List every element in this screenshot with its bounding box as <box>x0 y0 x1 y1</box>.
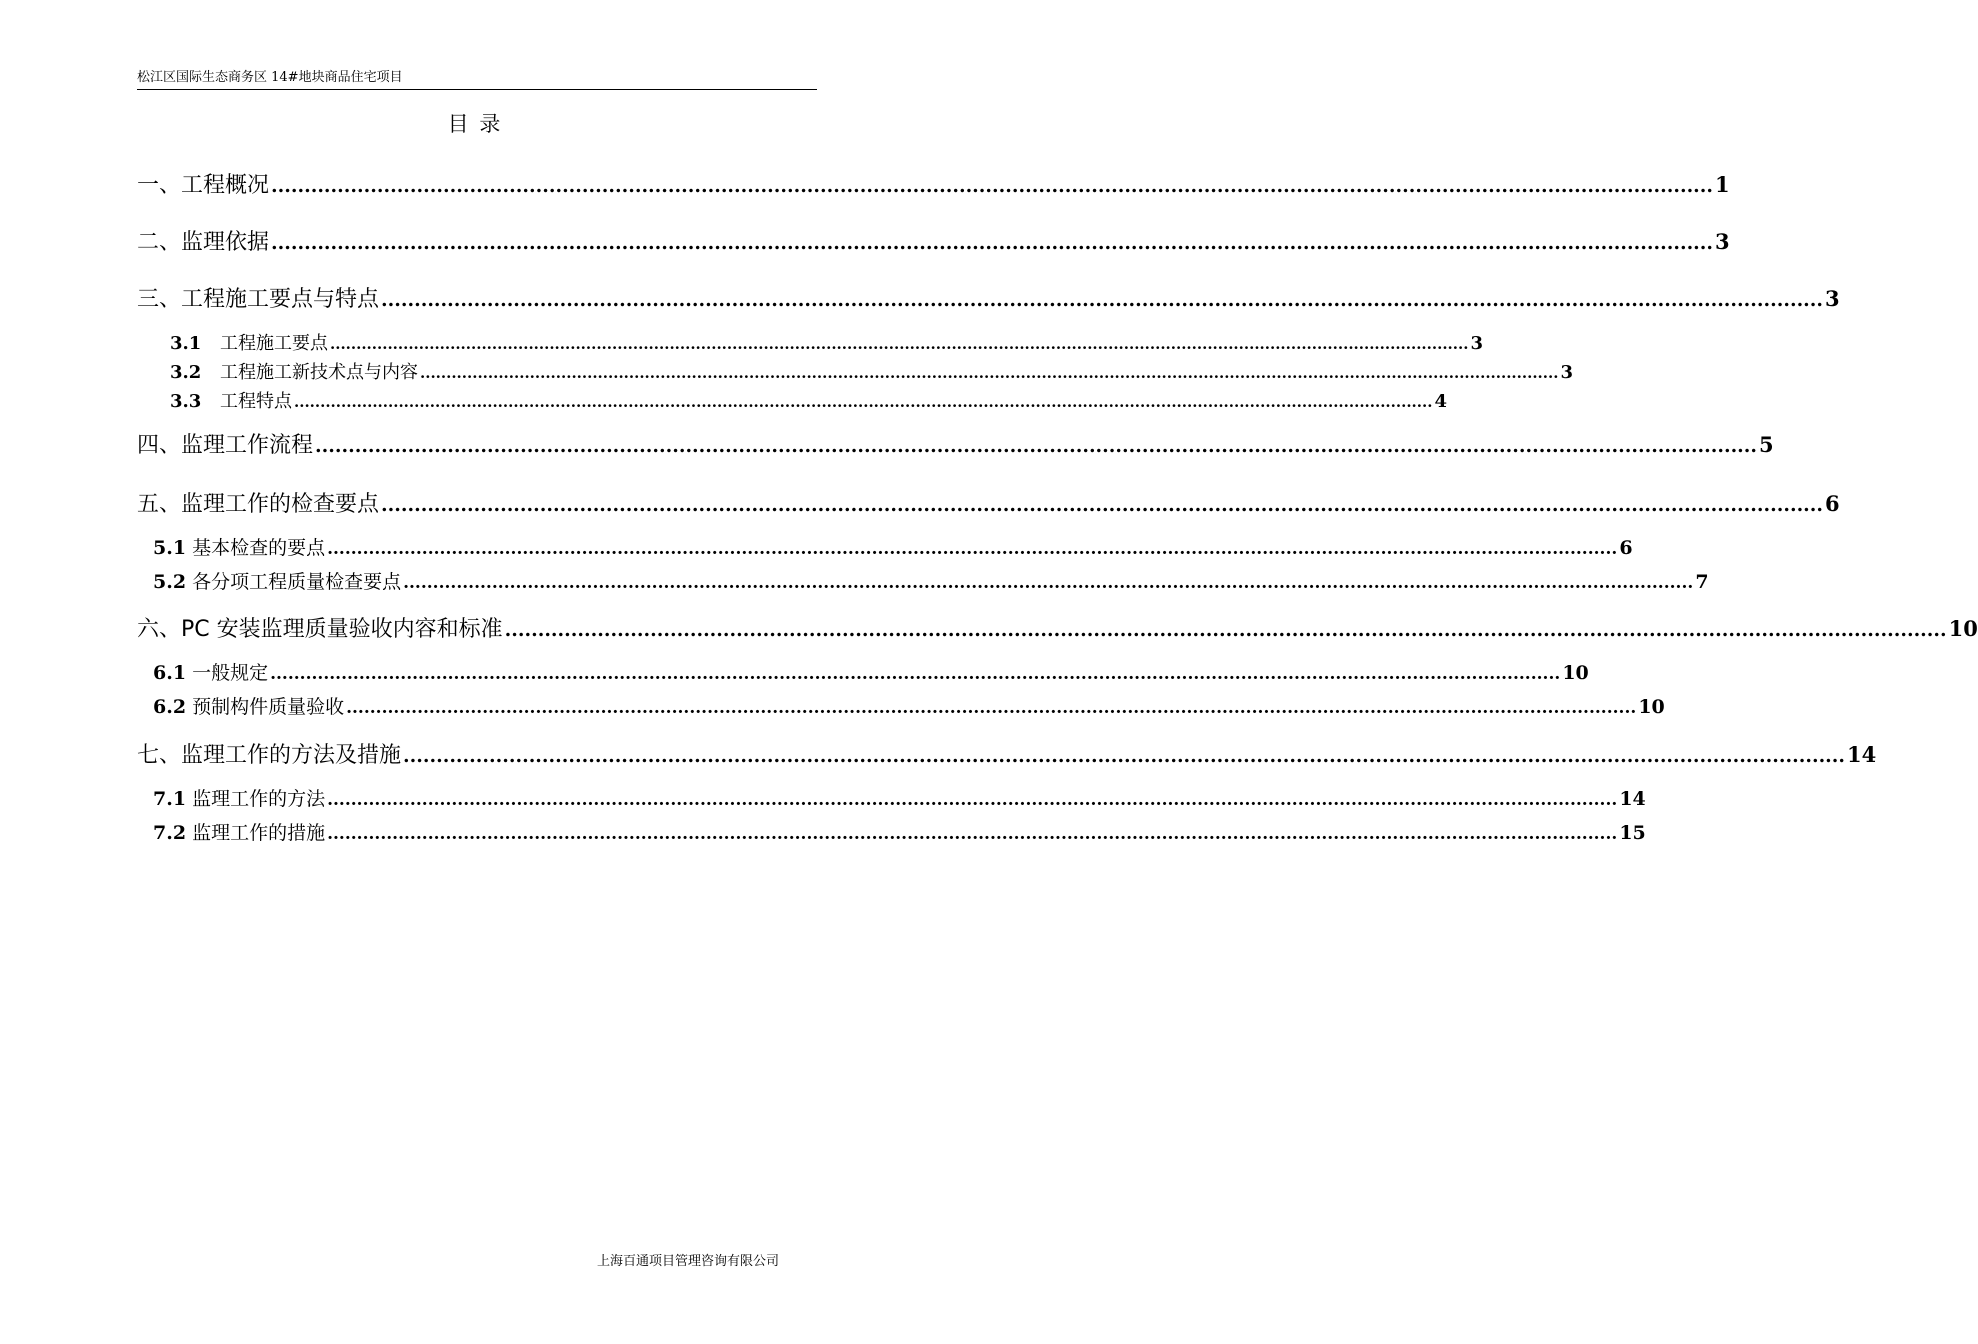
toc-subentry[interactable] <box>170 387 1447 413</box>
toc-section-number: 7.2 <box>153 822 187 844</box>
toc-page-number: 15 <box>1619 822 1646 844</box>
toc-page-number: 4 <box>1434 391 1447 412</box>
toc-leader-dots: .......................................................................................................................................................................................................................... <box>346 698 1637 718</box>
toc-entry[interactable] <box>137 428 1774 459</box>
toc-subentry[interactable] <box>170 358 1573 384</box>
toc-section-number: 3.1 <box>170 333 202 354</box>
toc-leader-dots: .......................................................................................................................................................................................................................... <box>315 435 1758 457</box>
toc-entry-text: 工程特点 <box>220 391 292 412</box>
toc-section-number: 7.1 <box>153 788 187 810</box>
page-header <box>137 68 817 90</box>
toc-entry-text: 一、工程概况 <box>137 173 270 198</box>
toc-leader-dots: .......................................................................................................................................................................................................................... <box>420 364 1559 382</box>
toc-entry-text: 四、监理工作流程 <box>137 433 314 458</box>
toc-entry-text: 七、监理工作的方法及措施 <box>137 743 402 768</box>
toc-page-number: 14 <box>1847 742 1877 767</box>
toc-page-number: 3 <box>1470 333 1483 354</box>
toc-page-number: 6 <box>1619 537 1633 559</box>
toc-leader-dots: .......................................................................................................................................................................................................................... <box>403 573 1694 593</box>
toc-leader-dots: .......................................................................................................................................................................................................................... <box>330 335 1469 353</box>
toc-section-number: 3.2 <box>170 362 202 383</box>
toc-title: 目 录 <box>447 112 503 136</box>
footer-company-name: 上海百通项目管理咨询有限公司 <box>597 1254 780 1269</box>
toc-page-number: 10 <box>1638 696 1665 718</box>
toc-page-number: 5 <box>1759 432 1774 457</box>
toc-entry-text: 一般规定 <box>192 662 269 684</box>
toc-entry[interactable] <box>137 225 1730 256</box>
toc-section-number: 5.1 <box>153 537 187 559</box>
toc-leader-dots: .......................................................................................................................................................................................................................... <box>271 175 1714 197</box>
toc-page-number: 7 <box>1695 571 1709 593</box>
toc-section-number: 6.1 <box>153 662 187 684</box>
toc-subentry[interactable] <box>153 692 1665 719</box>
toc-entry[interactable] <box>137 612 1978 643</box>
toc-leader-dots: .......................................................................................................................................................................................................................... <box>403 745 1846 767</box>
toc-entry[interactable] <box>137 282 1840 313</box>
toc-leader-dots: .......................................................................................................................................................................................................................... <box>270 664 1561 684</box>
toc-entry-text: 三、工程施工要点与特点 <box>137 287 380 312</box>
toc-entry[interactable] <box>137 168 1730 199</box>
toc-subentry[interactable] <box>153 567 1709 594</box>
toc-entry-text: 五、监理工作的检查要点 <box>137 492 380 517</box>
toc-entry-text: 基本检查的要点 <box>192 537 326 559</box>
header-project-name: 松江区国际生态商务区 14#地块商品住宅项目 <box>137 70 403 85</box>
toc-page-number: 1 <box>1715 172 1730 197</box>
page-footer <box>597 1250 779 1269</box>
toc-page-number: 3 <box>1560 362 1573 383</box>
toc-subentry[interactable] <box>153 818 1646 845</box>
toc-section-number: 3.3 <box>170 391 202 412</box>
toc-leader-dots: .......................................................................................................................................................................................................................... <box>504 619 1947 641</box>
toc-subentry[interactable] <box>153 658 1589 685</box>
toc-entry-text: 工程施工新技术点与内容 <box>220 362 418 383</box>
toc-entry-text: 监理工作的方法 <box>192 788 326 810</box>
toc-section-number: 6.2 <box>153 696 187 718</box>
toc-entry-text: 工程施工要点 <box>220 333 328 354</box>
toc-page-number: 6 <box>1825 491 1840 516</box>
toc-entry-text: 预制构件质量验收 <box>192 696 345 718</box>
toc-entry-text: 各分项工程质量检查要点 <box>192 571 402 593</box>
toc-subentry[interactable] <box>153 533 1633 560</box>
toc-entry[interactable] <box>137 738 1877 769</box>
toc-leader-dots: .......................................................................................................................................................................................................................... <box>381 494 1824 516</box>
toc-section-number: 5.2 <box>153 571 187 593</box>
toc-leader-dots: .......................................................................................................................................................................................................................... <box>327 790 1618 810</box>
toc-leader-dots: .......................................................................................................................................................................................................................... <box>271 232 1714 254</box>
toc-entry-text: 监理工作的措施 <box>192 822 326 844</box>
toc-page-number: 10 <box>1562 662 1589 684</box>
toc-subentry[interactable] <box>170 329 1483 355</box>
toc-page-number: 3 <box>1715 229 1730 254</box>
toc-leader-dots: .......................................................................................................................................................................................................................... <box>381 289 1824 311</box>
toc-page-number: 14 <box>1619 788 1646 810</box>
toc-leader-dots: .......................................................................................................................................................................................................................... <box>327 824 1618 844</box>
toc-page-number: 3 <box>1825 286 1840 311</box>
toc-entry-text: 六、PC 安装监理质量验收内容和标准 <box>137 617 503 642</box>
toc-entry-text: 二、监理依据 <box>137 230 270 255</box>
toc-entry[interactable] <box>137 487 1840 518</box>
toc-subentry[interactable] <box>153 784 1646 811</box>
toc-page-number: 10 <box>1948 616 1978 641</box>
toc-leader-dots: .......................................................................................................................................................................................................................... <box>294 393 1433 411</box>
toc-leader-dots: .......................................................................................................................................................................................................................... <box>327 539 1618 559</box>
